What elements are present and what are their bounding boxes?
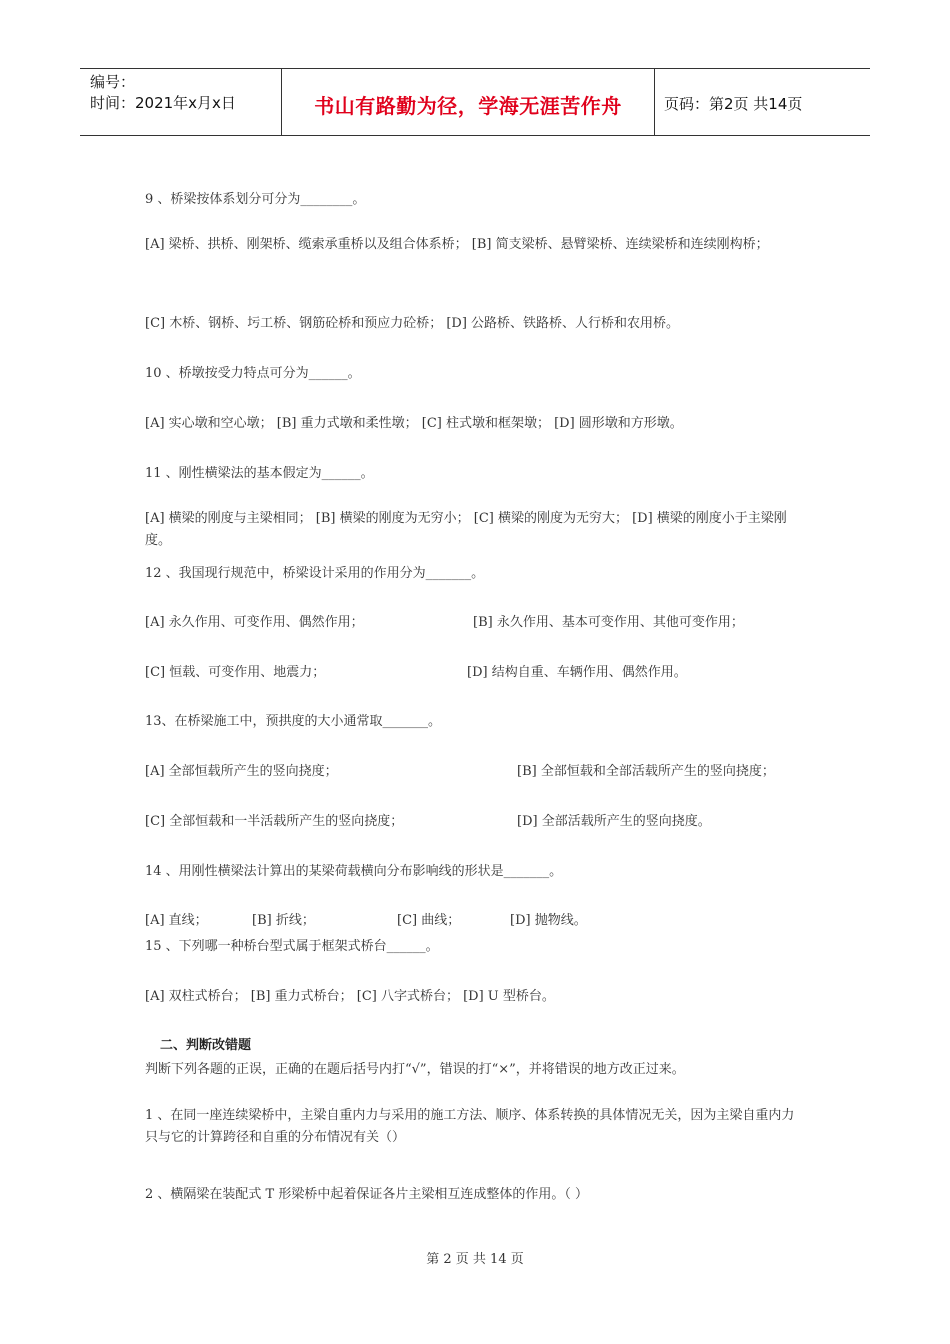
- question-15-stem: 15 、下列哪一种桥台型式属于框架式桥台______。: [145, 939, 439, 954]
- question-9-options-ab: [A] 梁桥、拱桥、刚架桥、缆索承重桥以及组合体系桥； [B] 简支梁桥、悬臂梁桥、连续梁桥和连续刚构桥；: [145, 237, 769, 252]
- question-13-stem: 13、在桥梁施工中，预拱度的大小通常取_______。: [145, 714, 442, 729]
- judgement-item-2: 2 、横隔梁在装配式 T 形梁桥中起着保证各片主梁相互连成整体的作用。（ ）: [145, 1187, 588, 1202]
- question-12-option-d: [D] 结构自重、车辆作用、偶然作用。: [467, 665, 687, 680]
- question-14-option-d: [D] 抛物线。: [510, 913, 587, 928]
- question-12-option-b: [B] 永久作用、基本可变作用、其他可变作用；: [473, 615, 744, 630]
- question-12-option-c: [C] 恒载、可变作用、地震力；: [145, 665, 326, 680]
- header-motto: 书山有路勤为径，学海无涯苦作舟: [314, 94, 622, 118]
- question-11-options: [A] 横梁的刚度与主梁相同； [B] 横梁的刚度为无穷小； [C] 横梁的刚度为无穷大； [D] 横梁的刚度小于主梁刚度。: [145, 511, 787, 548]
- question-9-stem: 9 、桥梁按体系划分可分为________。: [145, 192, 366, 207]
- question-14-stem: 14 、用刚性横梁法计算出的某梁荷载横向分布影响线的形状是_______。: [145, 864, 563, 879]
- question-9-options-cd: [C] 木桥、钢桥、圬工桥、钢筋砼桥和预应力砼桥； [D] 公路桥、铁路桥、人行桥和农用桥。: [145, 316, 680, 331]
- header-bottom-rule: [80, 135, 870, 136]
- header-top-rule: [80, 68, 870, 69]
- header-left-cell: [90, 72, 236, 114]
- question-10-options: [A] 实心墩和空心墩； [B] 重力式墩和柔性墩； [C] 柱式墩和框架墩； [D] 圆形墩和方形墩。: [145, 416, 683, 431]
- question-10-stem: 10 、桥墩按受力特点可分为______。: [145, 366, 361, 381]
- document-date: 时间：2021年x月x日: [90, 94, 236, 112]
- header-divider-right: [654, 68, 655, 135]
- document-number-label: 编号：: [90, 73, 136, 91]
- question-14-option-a: [A] 直线；: [145, 913, 208, 928]
- header-page-number: 页码：第2页 共14页: [664, 95, 803, 113]
- judgement-item-1: 1 、在同一座连续梁桥中，主梁自重内力与采用的施工方法、顺序、体系转换的具体情况无关，因为主梁自重内力只与它的计算跨径和自重的分布情况有关（）: [145, 1108, 795, 1145]
- page-footer: 第 2 页 共 14 页: [426, 1252, 524, 1267]
- section-2-instructions: 判断下列各题的正误，正确的在题后括号内打“√”，错误的打“×”，并将错误的地方改正过来。: [145, 1062, 685, 1077]
- question-11-stem: 11 、刚性横梁法的基本假定为______。: [145, 466, 374, 481]
- section-2-title: 二、判断改错题: [160, 1038, 252, 1053]
- question-12-option-a: [A] 永久作用、可变作用、偶然作用；: [145, 615, 364, 630]
- question-13-option-c: [C] 全部恒载和一半活载所产生的竖向挠度；: [145, 814, 404, 829]
- question-15-options: [A] 双柱式桥台； [B] 重力式桥台； [C] 八字式桥台； [D] U 型桥台。: [145, 989, 555, 1004]
- question-13-option-d: [D] 全部活载所产生的竖向挠度。: [517, 814, 711, 829]
- question-14-option-b: [B] 折线；: [252, 913, 315, 928]
- question-12-stem: 12 、我国现行规范中，桥梁设计采用的作用分为_______。: [145, 566, 485, 581]
- question-13-option-a: [A] 全部恒载所产生的竖向挠度；: [145, 764, 338, 779]
- question-13-option-b: [B] 全部恒载和全部活载所产生的竖向挠度；: [517, 764, 775, 779]
- question-14-option-c: [C] 曲线；: [397, 913, 461, 928]
